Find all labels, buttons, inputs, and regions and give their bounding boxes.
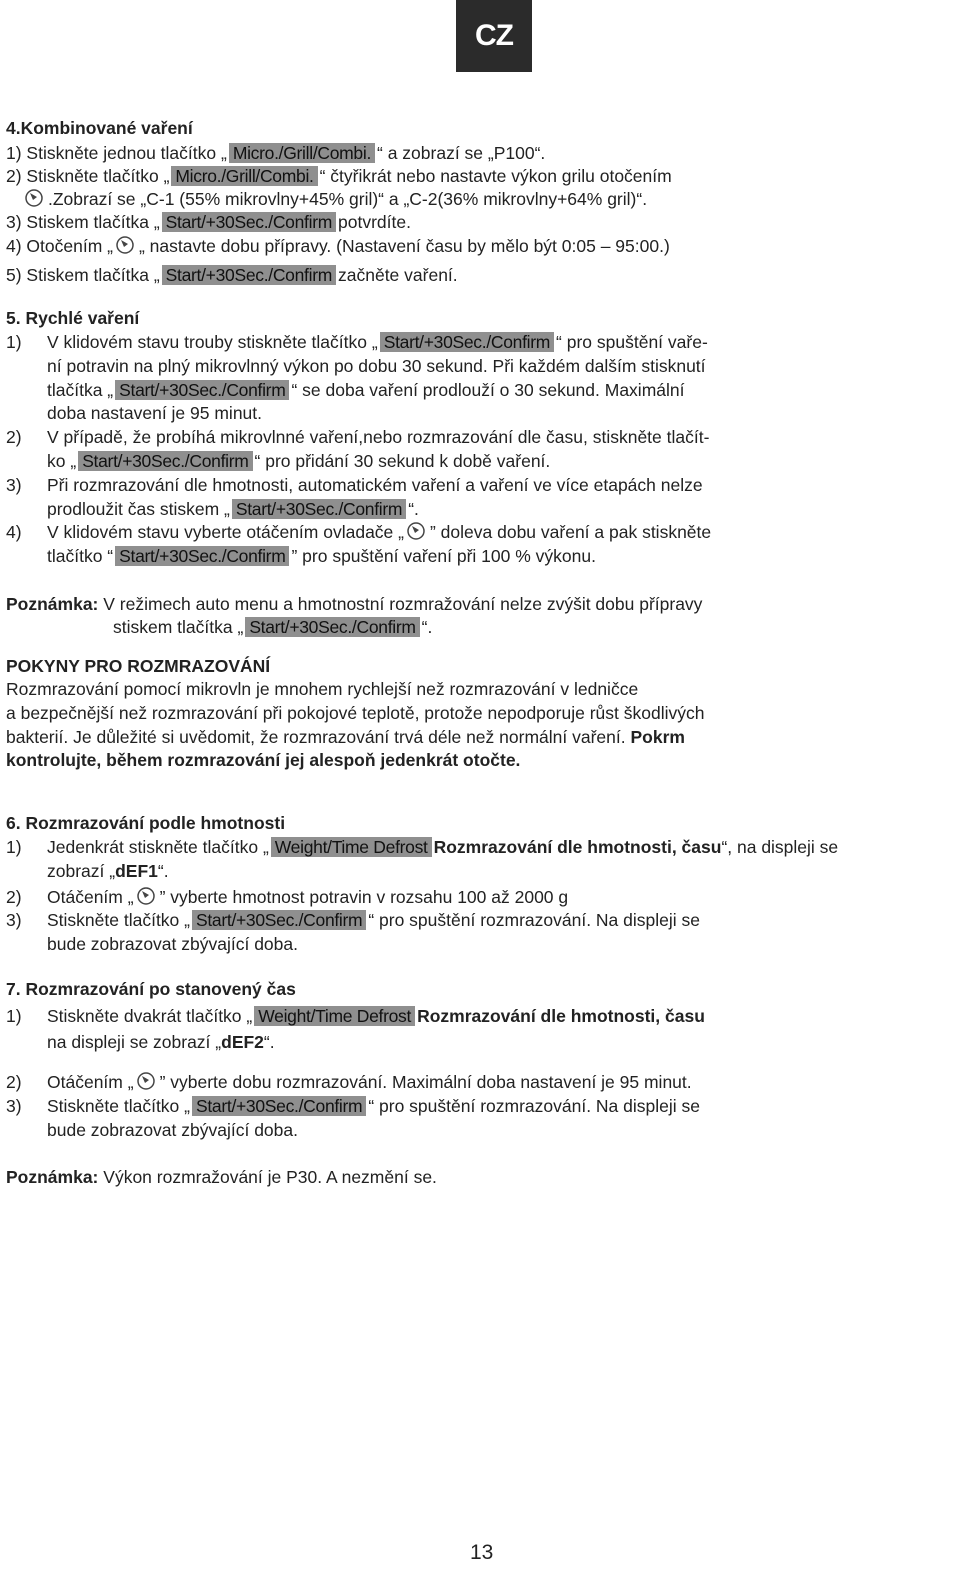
- s4-step-2-cont: .Zobrazí se „C-1 (55% mikrovlny+45% gril)“ a „C-2(36% mikrovlny+64% gril)“.: [22, 188, 647, 213]
- s5-item-1-cont: tlačítka „ Start/+30Sec./Confirm “ se doba vaření prodlouží o 30 sekund. Maximální: [47, 380, 685, 400]
- defrost-paragraph: bakterií. Je důležité si uvědomit, že rozmrazování trvá déle než normální vaření. Pokrm: [6, 727, 685, 747]
- list-number: 1): [6, 1006, 22, 1026]
- start-confirm-button-label: Start/+30Sec./Confirm: [380, 332, 554, 352]
- s4-step-4: 4) Otočením „ „ nastavte dobu přípravy. (Nastavení času by mělo být 0:05 – 95:00.): [6, 235, 670, 260]
- list-number: 4): [6, 522, 22, 542]
- note-1-cont: stiskem tlačítka „ Start/+30Sec./Confirm “.: [113, 617, 433, 637]
- s7-item-1: Stiskněte dvakrát tlačítko „ Weight/Time Defrost Rozmrazování dle hmotnosti, času: [47, 1006, 705, 1026]
- s5-item-1: V klidovém stavu trouby stiskněte tlačítko „ Start/+30Sec./Confirm “ pro spuštění vaře-: [47, 332, 708, 352]
- start-confirm-button-label: Start/+30Sec./Confirm: [192, 1096, 366, 1116]
- start-confirm-button-label: Start/+30Sec./Confirm: [162, 265, 336, 285]
- defrost-paragraph: a bezpečnější než rozmrazování při pokojové teplotě, protože nepodporuje růst škodlivých: [6, 703, 705, 723]
- s5-item-1-cont: doba nastavení je 95 minut.: [47, 403, 263, 423]
- list-number: 3): [6, 910, 22, 930]
- defrost-title: POKYNY PRO ROZMRAZOVÁNÍ: [6, 656, 271, 676]
- start-confirm-button-label: Start/+30Sec./Confirm: [232, 499, 406, 519]
- section-6-title: 6. Rozmrazování podle hmotnosti: [6, 813, 286, 833]
- s4-step-1: 1) Stiskněte jednou tlačítko „ Micro./Grill/Combi. “ a zobrazí se „P100“.: [6, 143, 546, 163]
- start-confirm-button-label: Start/+30Sec./Confirm: [162, 212, 336, 232]
- dial-knob-icon: [24, 188, 46, 213]
- s5-item-2: V případě, že probíhá mikrovlnné vaření,nebo rozmrazování dle času, stiskněte tlačít-: [47, 427, 710, 447]
- s5-item-2-cont: ko „ Start/+30Sec./Confirm “ pro přidání 30 sekund k době vaření.: [47, 451, 551, 471]
- s6-item-3: Stiskněte tlačítko „ Start/+30Sec./Confirm “ pro spuštění rozmrazování. Na displeji se: [47, 910, 700, 930]
- list-number: 2): [6, 1072, 22, 1092]
- micro-grill-combi-button-label: Micro./Grill/Combi.: [229, 143, 375, 163]
- dial-knob-icon: [136, 886, 158, 911]
- s7-item-2: Otáčením „ ” vyberte dobu rozmrazování. Maximální doba nastavení je 95 minut.: [47, 1071, 692, 1096]
- micro-grill-combi-button-label: Micro./Grill/Combi.: [171, 166, 317, 186]
- s5-item-3: Při rozmrazování dle hmotnosti, automatickém vaření a vaření ve více etapách nelze: [47, 475, 703, 495]
- section-7-title: 7. Rozmrazování po stanovený čas: [6, 979, 296, 999]
- list-number: 1): [6, 332, 22, 352]
- page-number: 13: [470, 1541, 494, 1564]
- s4-step-5: 5) Stiskem tlačítka „ Start/+30Sec./Confirm začněte vaření.: [6, 265, 458, 285]
- s6-item-1-cont: zobrazí „dEF1“.: [47, 861, 169, 881]
- note-1: Poznámka: V režimech auto menu a hmotnostní rozmražování nelze zvýšit dobu přípravy: [6, 594, 703, 614]
- defrost-paragraph: kontrolujte, během rozmrazování jej alespoň jedenkrát otočte.: [6, 750, 521, 770]
- s7-item-1-cont: na displeji se zobrazí „dEF2“.: [47, 1032, 275, 1052]
- dial-knob-icon: [136, 1071, 158, 1096]
- s4-step-3: 3) Stiskem tlačítka „ Start/+30Sec./Confirm potvrdíte.: [6, 212, 411, 232]
- dial-knob-icon: [406, 521, 428, 546]
- list-number: 2): [6, 427, 22, 447]
- start-confirm-button-label: Start/+30Sec./Confirm: [245, 617, 419, 637]
- s5-item-4: V klidovém stavu vyberte otáčením ovladače „ ” doleva dobu vaření a pak stiskněte: [47, 521, 711, 546]
- s5-item-3-cont: prodloužit čas stiskem „ Start/+30Sec./Confirm “.: [47, 499, 419, 519]
- list-number: 2): [6, 887, 22, 907]
- weight-time-defrost-button-label: Weight/Time Defrost: [271, 837, 432, 857]
- start-confirm-button-label: Start/+30Sec./Confirm: [115, 380, 289, 400]
- start-confirm-button-label: Start/+30Sec./Confirm: [192, 910, 366, 930]
- s5-item-1-cont: ní potravin na plný mikrovlnný výkon po dobu 30 sekund. Při každém dalším stisknutí: [47, 356, 706, 376]
- s4-step-2: 2) Stiskněte tlačítko „ Micro./Grill/Combi. “ čtyřikrát nebo nastavte výkon grilu otočením: [6, 166, 672, 186]
- dial-knob-icon: [115, 235, 137, 260]
- language-tag: CZ: [456, 0, 532, 72]
- list-number: 3): [6, 475, 22, 495]
- weight-time-defrost-button-label: Weight/Time Defrost: [254, 1006, 415, 1026]
- s6-item-2: Otáčením „ ” vyberte hmotnost potravin v rozsahu 100 až 2000 g: [47, 886, 568, 911]
- s7-item-3-cont: bude zobrazovat zbývající doba.: [47, 1120, 298, 1140]
- section-5-title: 5. Rychlé vaření: [6, 308, 140, 328]
- list-number: 3): [6, 1096, 22, 1116]
- defrost-paragraph: Rozmrazování pomocí mikrovln je mnohem rychlejší než rozmrazování v ledničce: [6, 679, 639, 699]
- s6-item-3-cont: bude zobrazovat zbývající doba.: [47, 934, 298, 954]
- start-confirm-button-label: Start/+30Sec./Confirm: [78, 451, 252, 471]
- s5-item-4-cont: tlačítko “ Start/+30Sec./Confirm ” pro spuštění vaření při 100 % výkonu.: [47, 546, 596, 566]
- start-confirm-button-label: Start/+30Sec./Confirm: [115, 546, 289, 566]
- s7-item-3: Stiskněte tlačítko „ Start/+30Sec./Confirm “ pro spuštění rozmrazování. Na displeji se: [47, 1096, 700, 1116]
- note-2: Poznámka: Výkon rozmražování je P30. A nezmění se.: [6, 1167, 437, 1187]
- list-number: 1): [6, 837, 22, 857]
- s6-item-1: Jedenkrát stiskněte tlačítko „ Weight/Time Defrost Rozmrazování dle hmotnosti, času“, na displeji se: [47, 837, 839, 857]
- section-4-title: 4.Kombinované vaření: [6, 118, 193, 138]
